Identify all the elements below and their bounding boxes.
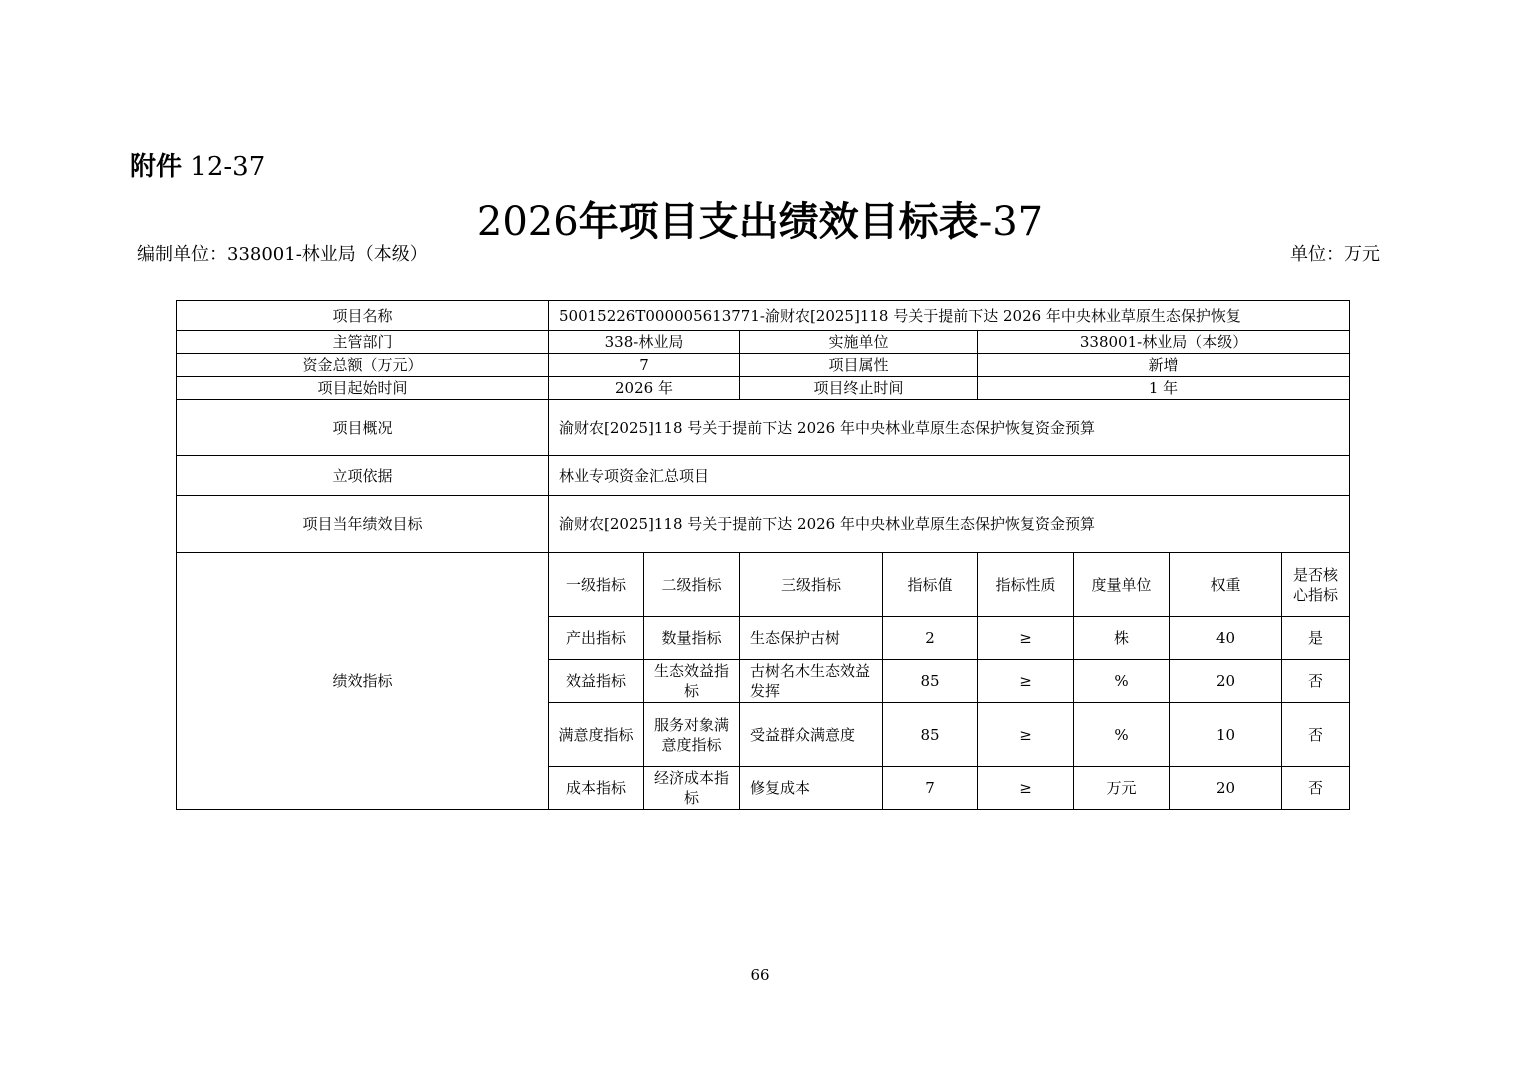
title-suffix: -37 [978, 199, 1044, 245]
value-cell: 85 [883, 703, 978, 767]
header-weight: 权重 [1170, 553, 1282, 617]
value-cell: 85 [883, 660, 978, 703]
table-row [177, 456, 1350, 496]
impl-label: 实施单位 [740, 331, 978, 354]
attr-label: 项目属性 [740, 354, 978, 377]
fund-label: 资金总额（万元） [177, 354, 549, 377]
unit-cell: 株 [1074, 617, 1170, 660]
core-cell: 是 [1282, 617, 1350, 660]
end-value: 1 年 [978, 377, 1350, 400]
level2-cell: 数量指标 [644, 617, 740, 660]
start-label: 项目起始时间 [177, 377, 549, 400]
header-value: 指标值 [883, 553, 978, 617]
value-cell: 2 [883, 617, 978, 660]
level1-cell: 成本指标 [549, 767, 644, 810]
weight-cell: 20 [1170, 767, 1282, 810]
indicator-header-row [177, 553, 1350, 617]
table-row [177, 496, 1350, 553]
table-row [177, 400, 1350, 456]
nature-cell: ≥ [978, 617, 1074, 660]
header-level1: 一级指标 [549, 553, 644, 617]
core-cell: 否 [1282, 660, 1350, 703]
overview-value: 渝财农[2025]118 号关于提前下达 2026 年中央林业草原生态保护恢复资金预算 [549, 400, 1350, 456]
weight-cell: 40 [1170, 617, 1282, 660]
level1-cell: 效益指标 [549, 660, 644, 703]
table-row [177, 354, 1350, 377]
annex-label [130, 146, 265, 183]
unit-cell: 万元 [1074, 767, 1170, 810]
basis-label: 立项依据 [177, 456, 549, 496]
annex-prefix: 附件 [130, 152, 183, 182]
weight-cell: 10 [1170, 703, 1282, 767]
currency-unit: 单位：万元 [1290, 244, 1380, 265]
nature-cell: ≥ [978, 660, 1074, 703]
title-year: 2026 [476, 199, 579, 245]
perf-label: 绩效指标 [177, 553, 549, 810]
level2-cell: 生态效益指标 [644, 660, 740, 703]
table-row [177, 301, 1350, 331]
dept-value: 338-林业局 [549, 331, 740, 354]
basis-value: 林业专项资金汇总项目 [549, 456, 1350, 496]
level1-cell: 产出指标 [549, 617, 644, 660]
attr-value: 新增 [978, 354, 1350, 377]
page-number: 66 [750, 966, 770, 984]
nature-cell: ≥ [978, 703, 1074, 767]
goal-label: 项目当年绩效目标 [177, 496, 549, 553]
header-nature: 指标性质 [978, 553, 1074, 617]
level3-cell: 古树名木生态效益发挥 [740, 660, 883, 703]
performance-table [176, 300, 1350, 810]
annex-number: 12-37 [190, 152, 266, 182]
weight-cell: 20 [1170, 660, 1282, 703]
level2-cell: 服务对象满意度指标 [644, 703, 740, 767]
fund-value: 7 [549, 354, 740, 377]
level3-cell: 修复成本 [740, 767, 883, 810]
core-cell: 否 [1282, 703, 1350, 767]
value-cell: 7 [883, 767, 978, 810]
compiling-unit: 编制单位：338001-林业局（本级） [137, 244, 428, 265]
table-row [177, 377, 1350, 400]
project-name-label: 项目名称 [177, 301, 549, 331]
goal-value: 渝财农[2025]118 号关于提前下达 2026 年中央林业草原生态保护恢复资金预算 [549, 496, 1350, 553]
header-unit: 度量单位 [1074, 553, 1170, 617]
header-level3: 三级指标 [740, 553, 883, 617]
end-label: 项目终止时间 [740, 377, 978, 400]
nature-cell: ≥ [978, 767, 1074, 810]
header-core: 是否核心指标 [1282, 553, 1350, 617]
unit-cell: % [1074, 703, 1170, 767]
project-name-value: 50015226T000005613771-渝财农[2025]118 号关于提前下达 2026 年中央林业草原生态保护恢复 [549, 301, 1350, 331]
dept-label: 主管部门 [177, 331, 549, 354]
unit-cell: % [1074, 660, 1170, 703]
start-value: 2026 年 [549, 377, 740, 400]
level1-cell: 满意度指标 [549, 703, 644, 767]
core-cell: 否 [1282, 767, 1350, 810]
level3-cell: 生态保护古树 [740, 617, 883, 660]
level3-cell: 受益群众满意度 [740, 703, 883, 767]
header-level2: 二级指标 [644, 553, 740, 617]
page-title [0, 190, 1520, 247]
title-text: 年项目支出绩效目标表 [578, 199, 979, 245]
level2-cell: 经济成本指标 [644, 767, 740, 810]
table-row [177, 331, 1350, 354]
impl-value: 338001-林业局（本级） [978, 331, 1350, 354]
overview-label: 项目概况 [177, 400, 549, 456]
